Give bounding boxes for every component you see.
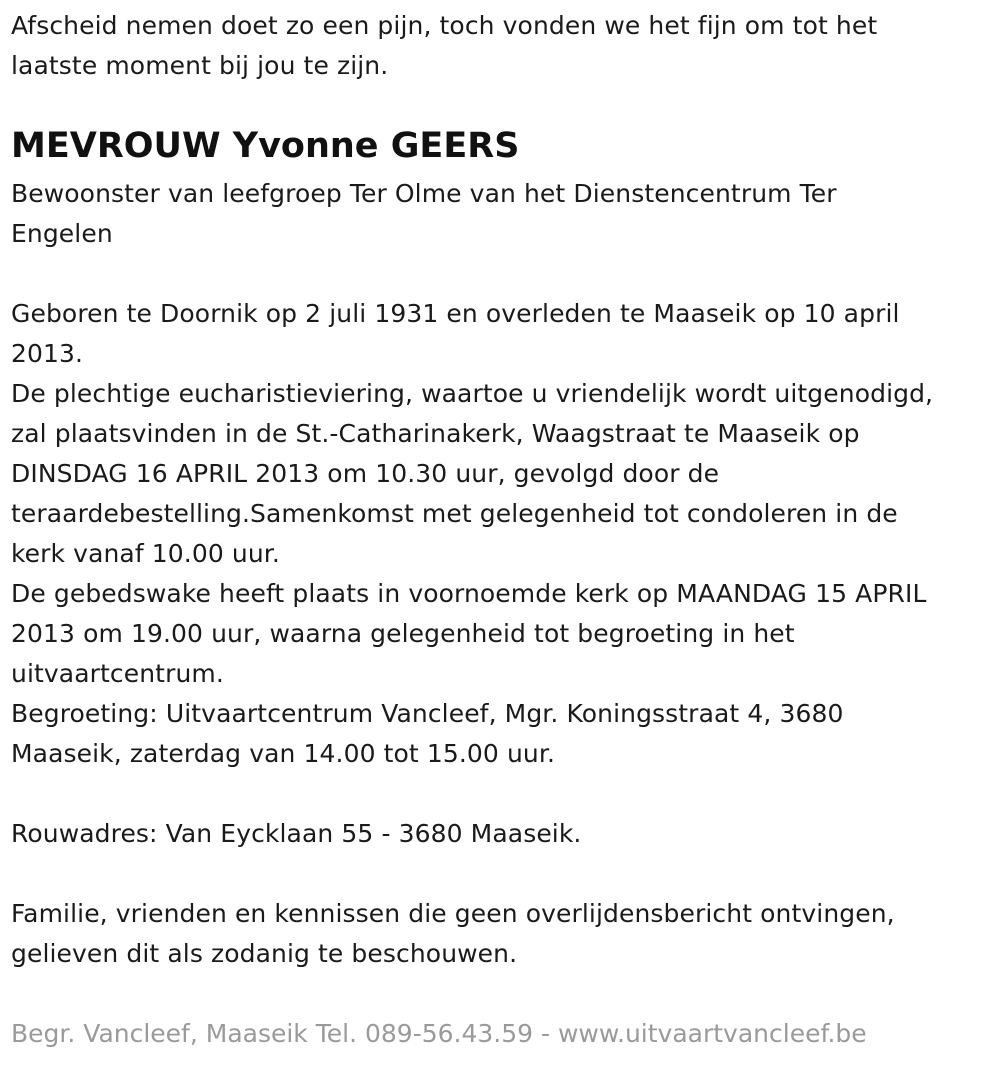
family-notice-line: gelieven dit als zodanig te beschouwen.: [11, 939, 518, 968]
family-notice-line: Familie, vrienden en kennissen die geen overlijdensbericht ontvingen,: [11, 899, 895, 928]
details-line: Begroeting: Uitvaartcentrum Vancleef, Mgr. Koningsstraat 4, 3680: [11, 699, 844, 728]
intro-line: Afscheid nemen doet zo een pijn, toch vonden we het fijn om tot het: [11, 11, 878, 40]
description-line: Bewoonster van leefgroep Ter Olme van het Dienstencentrum Ter: [11, 179, 837, 208]
details-line: De plechtige eucharistieviering, waartoe u vriendelijk wordt uitgenodigd,: [11, 379, 934, 408]
intro-verse: [11, 6, 971, 86]
family-notice: [11, 894, 971, 974]
deceased-description: [11, 174, 971, 254]
details-line: De gebedswake heeft plaats in voornoemde kerk op MAANDAG 15 APRIL: [11, 579, 927, 608]
details-line: DINSDAG 16 APRIL 2013 om 10.30 uur, gevolgd door de: [11, 459, 720, 488]
description-line: Engelen: [11, 219, 113, 248]
mourning-address: Rouwadres: Van Eycklaan 55 - 3680 Maaseik.: [11, 819, 582, 848]
details-line: kerk vanaf 10.00 uur.: [11, 539, 280, 568]
details-line: teraardebestelling.Samenkomst met gelegenheid tot condoleren in de: [11, 499, 898, 528]
details-line: zal plaatsvinden in de St.-Catharinakerk, Waagstraat te Maaseik op: [11, 419, 860, 448]
intro-line: laatste moment bij jou te zijn.: [11, 51, 389, 80]
details-line: 2013 om 19.00 uur, waarna gelegenheid tot begroeting in het: [11, 619, 795, 648]
deceased-name: MEVROUW Yvonne GEERS: [11, 126, 520, 166]
details-line: uitvaartcentrum.: [11, 659, 224, 688]
details-line: 2013.: [11, 339, 84, 368]
funeral-details: [11, 294, 996, 774]
details-line: Geboren te Doornik op 2 juli 1931 en overleden te Maaseik op 10 april: [11, 299, 900, 328]
funeral-home-footer: Begr. Vancleef, Maaseik Tel. 089-56.43.59 - www.uitvaartvancleef.be: [11, 1019, 867, 1048]
details-line: Maaseik, zaterdag van 14.00 tot 15.00 uur.: [11, 739, 556, 768]
